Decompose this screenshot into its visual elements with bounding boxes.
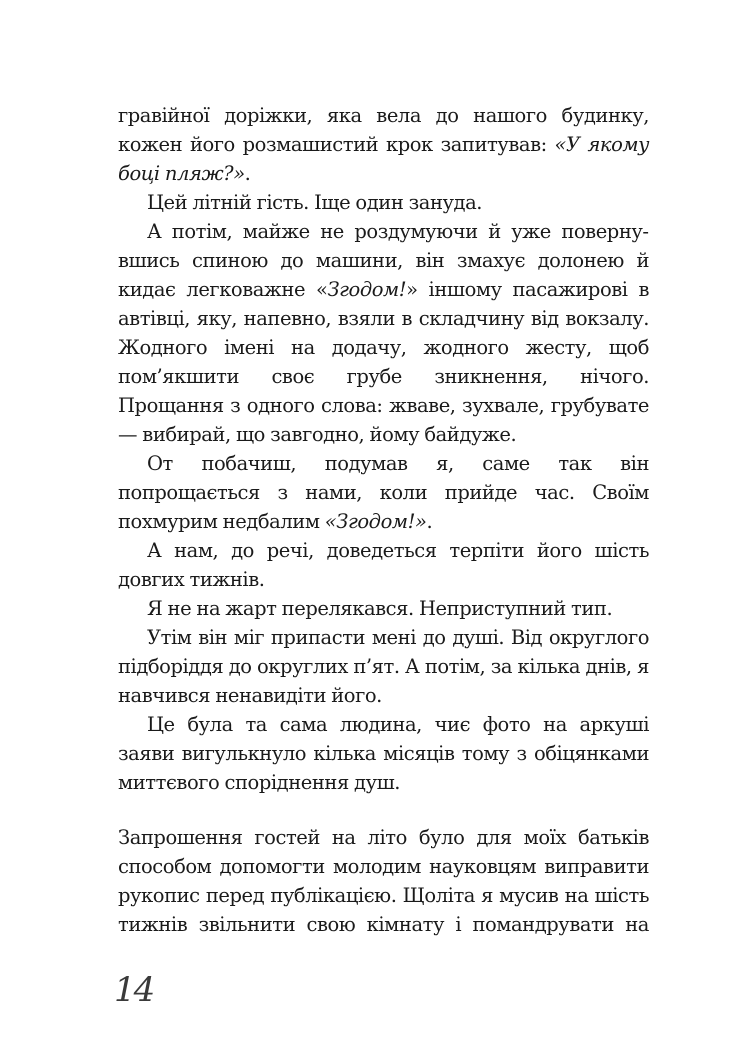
page-number: 14 <box>114 970 154 1010</box>
paragraph <box>118 217 649 449</box>
paragraph <box>118 823 649 939</box>
italic-run: Згодом! <box>327 278 407 301</box>
text-run: Запрошення гостей на літо було для моїх батьків способом допомогти молодим науковцям виправити рукопис перед публікацією. Щоліта я мусив на шість тижнів звільнити свою кімнату і помандрувати на <box>118 826 649 936</box>
text-run: Цей літній гість. Іще один зануда. <box>147 191 483 214</box>
text-run: » іншому пасажирові в автівці, яку, напевно, взяли в складчину від вокзалу. Жодного імені на додачу, жодного жесту, щоб пом’якшити своє грубе зникнення, нічого. Прощання з одного слова: жваве, зухвале, грубувате — вибирай, що завгодно, йому байдуже. <box>118 278 649 446</box>
text-run: А потім, майже не роздумуючи й уже повернувшись спиною до машини, він змахує долонею й кидає легковажне « <box>118 220 649 301</box>
text-run: . <box>244 162 251 185</box>
paragraph <box>118 188 649 217</box>
italic-run: «Згодом!» <box>324 510 427 533</box>
text-run: От побачиш, подумав я, саме так він попрощається з нами, коли прийде час. Своїм похмурим недбалим <box>118 452 649 533</box>
italic-run: «У якому боці пляж?» <box>118 133 649 185</box>
text-run: Утім він міг припасти мені до душі. Від округлого підборіддя до округлих п’ят. А потім, за кілька днів, я навчився ненавидіти його. <box>118 626 649 707</box>
text-block-upper <box>118 101 649 797</box>
paragraph <box>118 710 649 797</box>
paragraph <box>118 536 649 594</box>
paragraph <box>118 623 649 710</box>
text-run: Я не на жарт перелякався. Неприступний тип. <box>147 597 613 620</box>
paragraph <box>118 101 649 188</box>
text-run: А нам, до речі, доведеться терпіти його шість довгих тижнів. <box>118 539 649 591</box>
text-block-lower <box>118 823 649 939</box>
text-run: гравійної доріжки, яка вела до нашого будинку, кожен його розмашистий крок запитував: <box>118 104 649 156</box>
text-run: . <box>426 510 433 533</box>
paragraph <box>118 594 649 623</box>
text-run: Це була та сама людина, чиє фото на аркуші заяви вигулькнуло кілька місяців тому з обіцянками миттєвого споріднення душ. <box>118 713 649 794</box>
paragraph <box>118 449 649 536</box>
